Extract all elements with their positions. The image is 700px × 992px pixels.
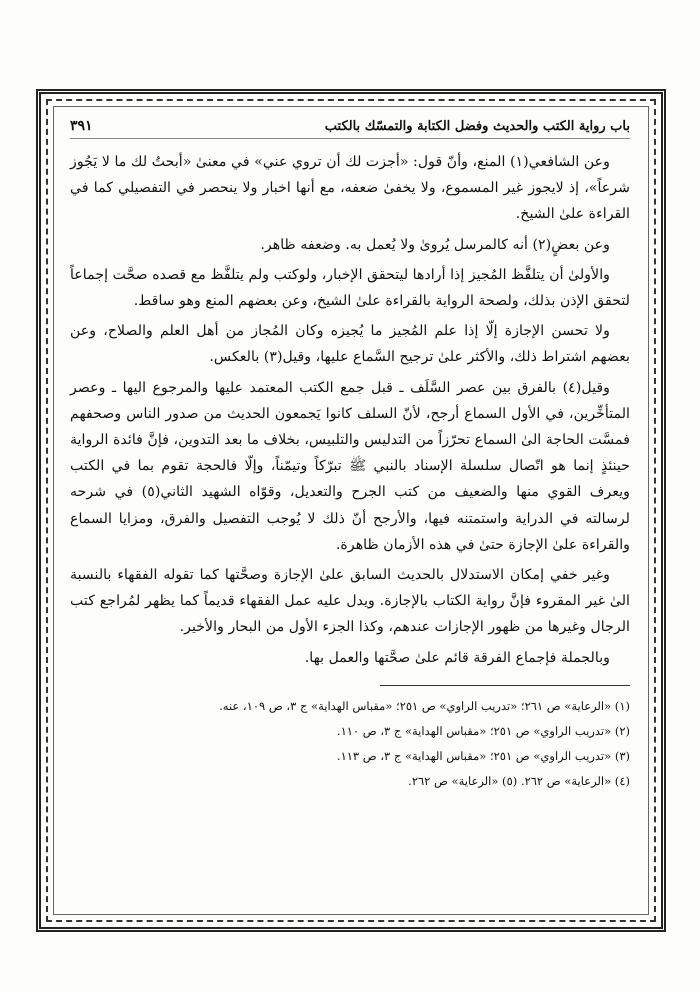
paragraph: ولا تحسن الإجازة إلّا إذا علم المُجيز ما يُجيزه وكان المُجاز من أهل العلم والصلاح، وعن بعضهم اشتراط ذلك، والأكثر علىٰ ترجيح السَّماع عليها، وقيل(٣) بالعكس. — [70, 323, 630, 366]
running-title: باب رواية الكتب والحديث وفضل الكتابة والتمسّك بالكتب — [324, 119, 630, 134]
paragraph: وعن الشافعي(١) المنع، وأنّ قول: «أجزت لك أن تروي عني» في معنىٰ «أبحتُ لك ما لا يَجُوز شرعاً»، إذ لايجوز غير المسموع، ولا يخفىٰ ضعفه، مع أنها اخبار ولا ينحصر في التفصيلي كما في القراءة علىٰ الشيخ. — [70, 154, 630, 223]
paragraph: والأولىٰ أن يتلفَّظ المُجيز إذا أرادها ليتحقق الإخبار، ولوكتب ولم يتلفَّظ مع قصده صحَّت إجماعاً لتحقق الإذن بذلك، ولصحة الرواية بالقراءة علىٰ الشيخ، وعن بعضهم المنع وهو ساقط. — [70, 266, 630, 310]
running-header — [70, 118, 630, 139]
body-text — [70, 149, 630, 671]
footnotes — [70, 694, 630, 794]
paragraph: وقيل(٤) بالفرق بين عصر السَّلَف ـ قبل جمع الكتب المعتمد عليها والمرجوع اليها ـ وعصر المتأخِّرين، في الأول السماع أرجح، لأنّ السلف كانوا يَجمعون الحديث من صدور الناس وصحفهم فمسَّت الحاجة الىٰ السماع تحرّزاً من التدليس والتلبيس، بخلاف ما بعد التدوين، فإنَّ فائدة الرواية حينئذٍ إنما هو اتّصال سلسلة الإسناد بالنبي ﷺ تبرّكاً وتيمّناً، وإلّا فالحجة تقوم بما في الكتب ويعرف القوي منها والضعيف من كتب الجرح والتعديل، وقوّاه الشهيد الثاني(٥) في شرحه لرسالته في الدراية واستمتنه فيها، والأرجح أنّ ذلك لا يُوجب التفصيل والفرق، ومزايا السماع والقراءة علىٰ الإجازة حتىٰ في هذه الأزمان ظاهرة. — [70, 379, 630, 553]
page-content — [70, 118, 630, 908]
page-number: ٣٩١ — [70, 118, 93, 134]
footnote: (٤) «الرعاية» ص ٢٦٢. (٥) «الرعاية» ص ٢٦٢. — [408, 773, 630, 788]
paragraph: وغير خفي إمكان الاستدلال بالحديث السابق علىٰ الإجازة وصحَّتها كما تقوله الفقهاء بالنسبة الىٰ غير المقروء فإنَّ رواية الكتاب بالإجازة. ويدل عليه عمل الفقهاء قديماً كما يظهر لمُراجع كتب الرجال وغيرها من ظهور الإجازات عندهم، وكذا الجزء الأول من البحار والأخير. — [70, 567, 630, 636]
footnote-divider — [380, 685, 630, 686]
footnote: (٢) «تدريب الراوي» ص ٢٥١؛ «مقباس الهداية» ج ٣، ص ١١٠. — [336, 723, 630, 738]
paragraph: وعن بعضٍ(٢) أنه كالمرسل يُروىٰ ولا يُعمل به. وضعفه ظاهر. — [260, 236, 610, 253]
footnote: (٣) «تدريب الراوي» ص ٢٥١؛ «مقباس الهداية» ج ٣، ص ١١٣. — [336, 748, 630, 763]
paragraph: وبالجملة فإجماع الفرقة قائم علىٰ صحَّتها والعمل بها. — [304, 649, 610, 666]
footnote: (١) «الرعاية» ص ٢٦١؛ «تدريب الراوي» ص ٢٥١؛ «مقباس الهداية» ج ٣، ص ١٠٩، عنه. — [219, 698, 630, 713]
